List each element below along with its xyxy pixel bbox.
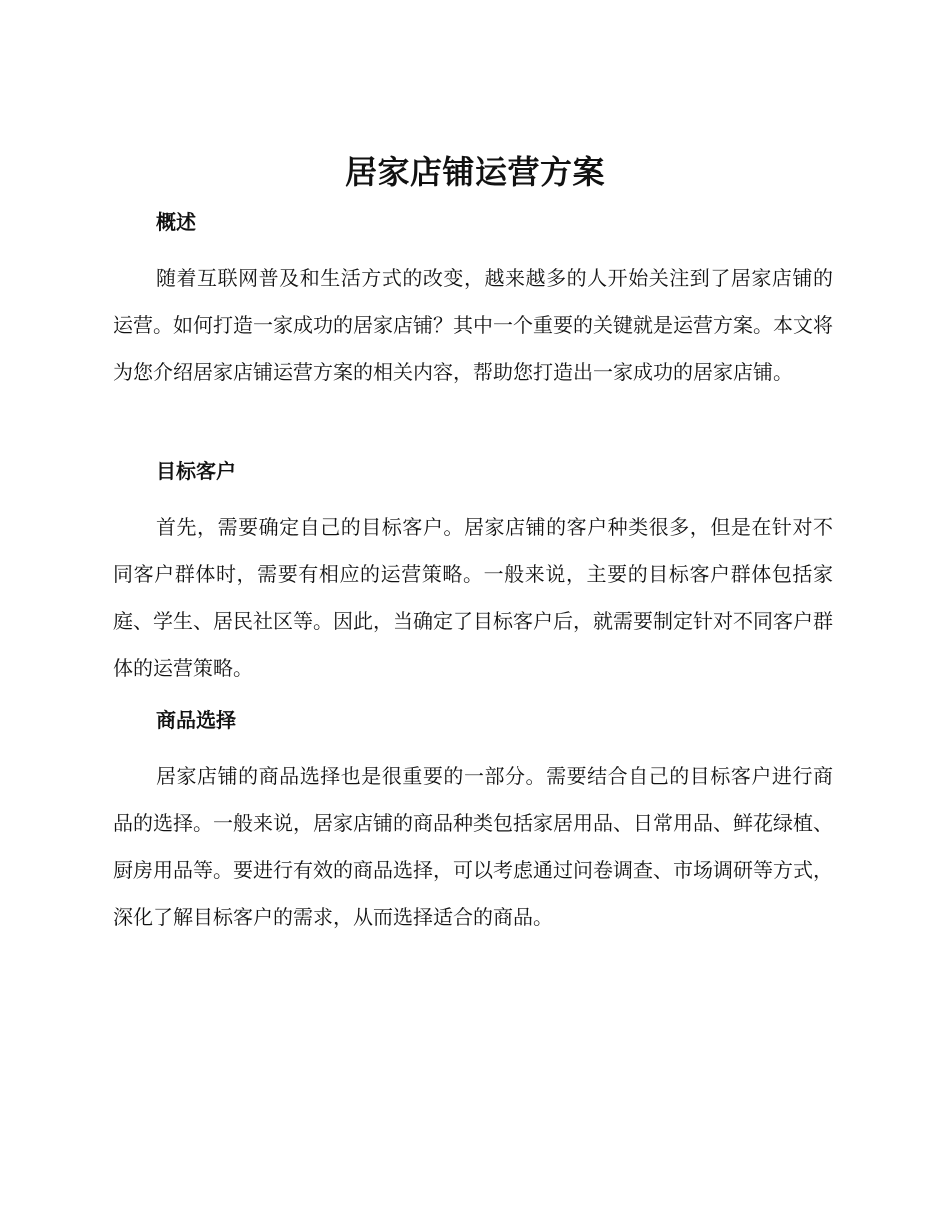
document-title: 居家店铺运营方案: [344, 153, 605, 191]
section-heading-product-selection: 商品选择: [156, 708, 236, 732]
section-paragraph-target-customers: 首先，需要确定自己的目标客户。居家店铺的客户种类很多，但是在针对不同客户群体时，需要有相应的运营策略。一般来说，主要的目标客户群体包括家庭、学生、居民社区等。因此，当确定了目标客户后，就需要制定针对不同客户群体的运营策略。: [113, 515, 833, 680]
section-heading-target-customers: 目标客户: [156, 459, 236, 483]
section-paragraph-overview: 随着互联网普及和生活方式的改变，越来越多的人开始关注到了居家店铺的运营。如何打造一家成功的居家店铺？其中一个重要的关键就是运营方案。本文将为您介绍居家店铺运营方案的相关内容，帮助您打造出一家成功的居家店铺。: [113, 266, 833, 384]
section-heading-overview: 概述: [156, 210, 196, 234]
section-paragraph-product-selection: 居家店铺的商品选择也是很重要的一部分。需要结合自己的目标客户进行商品的选择。一般来说，居家店铺的商品种类包括家居用品、日常用品、鲜花绿植、厨房用品等。要进行有效的商品选择，可以考虑通过问卷调查、市场调研等方式，深化了解目标客户的需求，从而选择适合的商品。: [113, 764, 833, 929]
